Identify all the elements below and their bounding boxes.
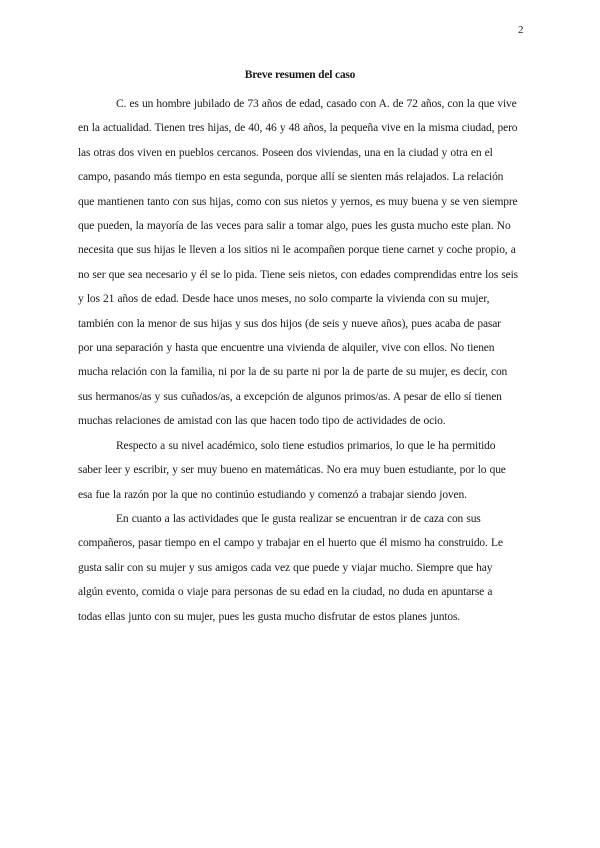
paragraph-family-situation: C. es un hombre jubilado de 73 años de edad, casado con A. de 72 años, con la que vive en la actualidad. Tienen tres hijas, de 40, 46 y 48 años, la pequeña vive en la misma ciudad, pero las otras dos viven en pueblos cercanos. Poseen dos viviendas, una en la ciudad y otra en el campo, pasando más tiempo en esta segunda, porque allí se sienten más relajados. La relación que mantienen tanto con sus hijas, como con sus nietos y yernos, es muy buena y se ven siempre que pueden, la mayoría de las veces para salir a tomar algo, pues les gusta mucho este plan. No necesita que sus hijas le lleven a los sitios ni le acompañen porque tiene carnet y coche propio, a no ser que sea necesario y él se lo pida. Tiene seis nietos, con edades comprendidas entre los seis y los 21 años de edad. Desde hace unos meses, no solo comparte la vivienda con su mujer, también con la menor de sus hijas y sus dos hijos (de seis y nueve años), pues acaba de pasar por una separación y hasta que encuentre una vivienda de alquiler, vive con ellos. No tienen mucha relación con la familia, ni por la de su parte ni por la de parte de su mujer, es decir, con sus hermanos/as y sus cuñados/as, a excepción de algunos primos/as. A pesar de ello sí tienen muchas relaciones de amistad con las que hacen todo tipo de actividades de ocio. xyxy=(78,98,518,428)
section-title: Breve resumen del caso xyxy=(244,69,356,81)
document-body xyxy=(78,92,518,629)
paragraph-education: Respecto a su nivel académico, solo tiene estudios primarios, lo que le ha permitido saber leer y escribir, y ser muy bueno en matemáticas. No era muy buen estudiante, por lo que esa fue la razón por la que no continúo estudiando y comenzó a trabajar siendo joven. xyxy=(78,439,506,501)
page-number: 2 xyxy=(518,24,524,36)
paragraph-activities: En cuanto a las actividades que le gusta realizar se encuentran ir de caza con sus compañeros, pasar tiempo en el campo y trabajar en el huerto que él mismo ha construido. Le gusta salir con su mujer y sus amigos cada vez que puede y viajar mucho. Siempre que hay algún evento, comida o viaje para personas de su edad en la ciudad, no duda en apuntarse a todas ellas junto con su mujer, pues les gusta mucho disfrutar de estos planes juntos. xyxy=(78,512,503,623)
